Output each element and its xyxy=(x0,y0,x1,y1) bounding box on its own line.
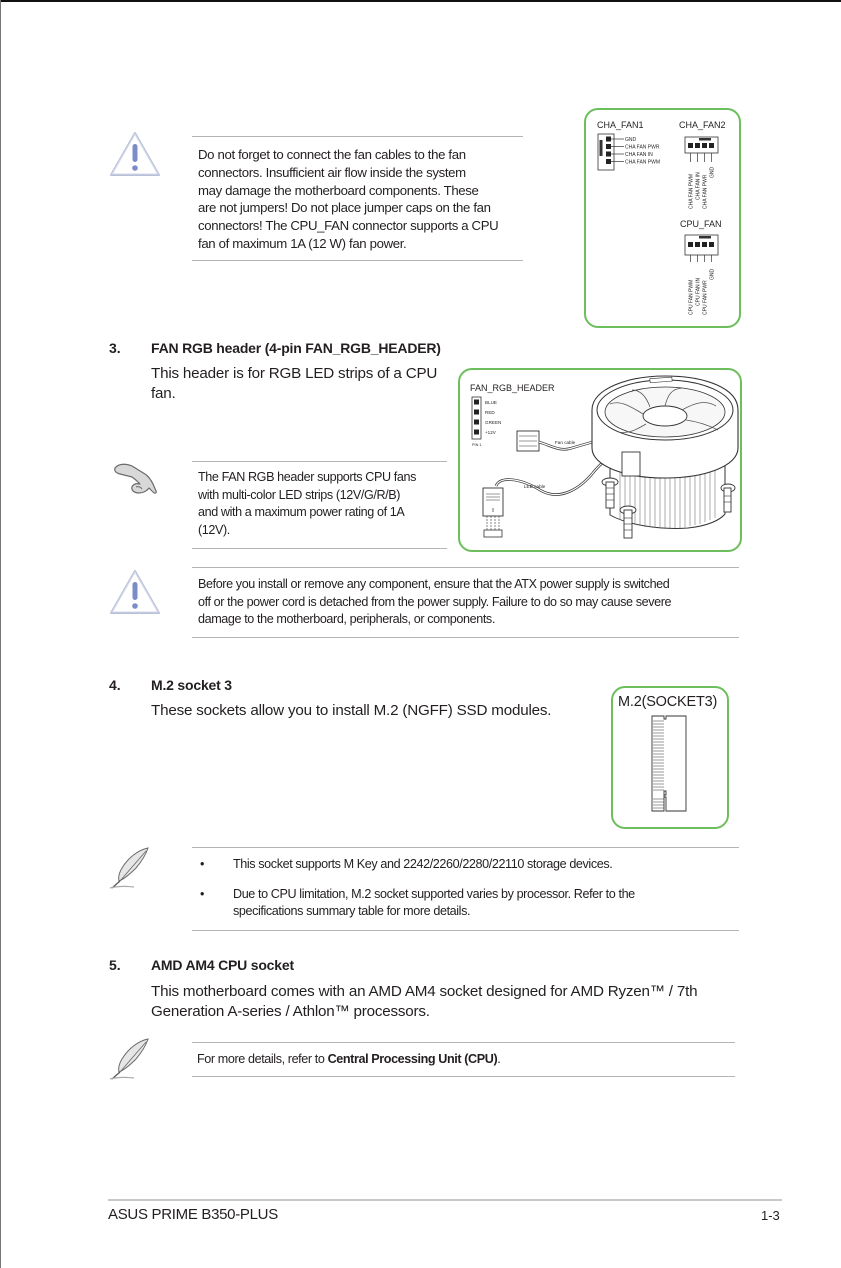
pointing-hand-icon xyxy=(112,458,160,498)
text-line: This header is for RGB LED strips of a CPU xyxy=(151,365,438,382)
list-item xyxy=(198,886,743,921)
pin-label: CHA FAN IN xyxy=(625,152,653,158)
page-left-border xyxy=(0,0,1,1268)
text-line: Generation A-series / Athlon™ processors. xyxy=(151,1003,430,1020)
fan-rgb-header-diagram xyxy=(458,368,742,552)
fan-connectors-drawing xyxy=(586,110,739,326)
section-4-notes-list xyxy=(198,856,743,921)
pin-label: CPU FAN PWM xyxy=(688,279,695,315)
pin-label: RED xyxy=(485,410,495,415)
text-line: fan of maximum 1A (12 W) fan power. xyxy=(198,235,407,251)
caution-power-bottom-rule xyxy=(192,637,739,638)
m2-slot-drawing xyxy=(651,715,691,815)
pin-label: GND xyxy=(625,137,637,143)
section-4-number: 4. xyxy=(109,677,121,693)
warning-triangle-icon xyxy=(108,568,162,618)
caution-power-text xyxy=(198,576,743,629)
text-line: and with a maximum power rating of 1A xyxy=(198,505,405,520)
section-3-note-text xyxy=(198,469,453,539)
footer-page-number: 1-3 xyxy=(761,1208,780,1223)
text-line: connectors. Insufficient air flow inside the system xyxy=(198,164,466,180)
text-line: Do not forget to connect the fan cables to the fan xyxy=(198,147,466,162)
cpu-fan-label: CPU_FAN xyxy=(680,219,722,229)
text-line: with multi-color LED strips (12V/G/R/B) xyxy=(198,487,401,502)
pin-label: BLUE xyxy=(485,400,498,405)
bullet: • xyxy=(200,886,205,901)
text-line: damage to the motherboard, peripherals, or components. xyxy=(198,612,495,627)
bullet: • xyxy=(200,857,205,871)
text-line: fan. xyxy=(151,385,176,402)
pin-label: GND xyxy=(709,166,716,178)
text-line: are not jumpers! Do not place jumper caps on the fan xyxy=(198,200,491,216)
text-line: Before you install or remove any component, ensure that the ATX power supply is switched xyxy=(198,577,670,591)
note-prefix: For more details, refer to xyxy=(197,1052,328,1066)
section-4-notes-top-rule xyxy=(192,847,739,848)
section-4-title: M.2 socket 3 xyxy=(151,677,232,693)
warning-triangle-icon xyxy=(108,130,162,180)
pin-label: CHA FAN PWR xyxy=(625,144,660,151)
cpu-reference-link[interactable]: Central Processing Unit (CPU) xyxy=(327,1052,498,1066)
pin-label: CHA FAN IN xyxy=(695,172,702,200)
pin-label: CPU FAN IN xyxy=(695,277,702,306)
caution-fan-top-rule xyxy=(192,136,523,137)
led-cable-label: LED cable xyxy=(524,484,546,489)
section-5-note-bottom-rule xyxy=(192,1076,735,1077)
text-line: connectors! The CPU_FAN connector supports a CPU xyxy=(198,218,499,234)
note-suffix: . xyxy=(497,1052,501,1066)
section-5-note-top-rule xyxy=(192,1042,735,1043)
pin1-label: PIN 1 xyxy=(472,443,482,447)
pin-label: CHA FAN PWR xyxy=(702,174,709,209)
pin-label: CPU FAN PWR xyxy=(702,280,709,315)
section-5-note-text xyxy=(197,1051,737,1069)
section-5-description xyxy=(151,982,751,1022)
list-item xyxy=(198,856,743,874)
cha-fan1-label: CHA_FAN1 xyxy=(597,120,644,130)
fan-rgb-header-label: FAN_RGB_HEADER xyxy=(470,383,555,393)
m2-socket-label: M.2(SOCKET3) xyxy=(618,694,718,710)
page-top-border xyxy=(0,0,841,2)
section-3-note-top-rule xyxy=(192,461,447,462)
section-3-description xyxy=(151,364,461,404)
footer-rule xyxy=(108,1199,782,1201)
text-line: This motherboard comes with an AMD AM4 socket designed for AMD Ryzen™ / 7th xyxy=(151,983,698,1000)
footer-product-name: ASUS PRIME B350-PLUS xyxy=(108,1206,278,1223)
text-line: (12V). xyxy=(198,522,230,537)
text-line: specifications summary table for more details. xyxy=(233,904,471,919)
pin-label: GREEN xyxy=(485,420,502,425)
section-5-title: AMD AM4 CPU socket xyxy=(151,957,294,973)
quill-pen-icon xyxy=(108,1037,154,1081)
text-line: Due to CPU limitation, M.2 socket supported varies by processor. Refer to the xyxy=(233,886,635,901)
section-3-number: 3. xyxy=(109,340,121,356)
pin-label: CHA FAN PWM xyxy=(688,173,695,209)
cpu-cooler-drawing xyxy=(460,370,740,550)
text-line: may damage the motherboard components. These xyxy=(198,182,479,198)
text-line: off or the power cord is detached from the power supply. Failure to do so may cause severe xyxy=(198,594,672,609)
fan-connectors-diagram xyxy=(584,108,741,328)
section-4-description: These sockets allow you to install M.2 (NGFF) SSD modules. xyxy=(151,702,552,719)
pin-label: GND xyxy=(709,268,716,280)
section-3-note-bottom-rule xyxy=(192,548,447,549)
cha-fan2-label: CHA_FAN2 xyxy=(679,120,726,130)
caution-fan-text xyxy=(198,146,528,253)
m2-socket-diagram xyxy=(611,686,729,829)
section-5-number: 5. xyxy=(109,957,121,973)
pin-label: CHA FAN PWM xyxy=(625,159,661,166)
caution-power-top-rule xyxy=(192,567,739,568)
pin-label: +12V xyxy=(485,430,496,435)
text-line: This socket supports M Key and 2242/2260/2280/22110 storage devices. xyxy=(233,857,613,871)
section-3-title: FAN RGB header (4-pin FAN_RGB_HEADER) xyxy=(151,340,441,356)
text-line: The FAN RGB header supports CPU fans xyxy=(198,470,416,484)
quill-pen-icon xyxy=(108,846,154,890)
section-4-notes-bottom-rule xyxy=(192,930,739,931)
fan-cable-label: Fan cable xyxy=(555,440,576,445)
caution-fan-bottom-rule xyxy=(192,260,523,261)
